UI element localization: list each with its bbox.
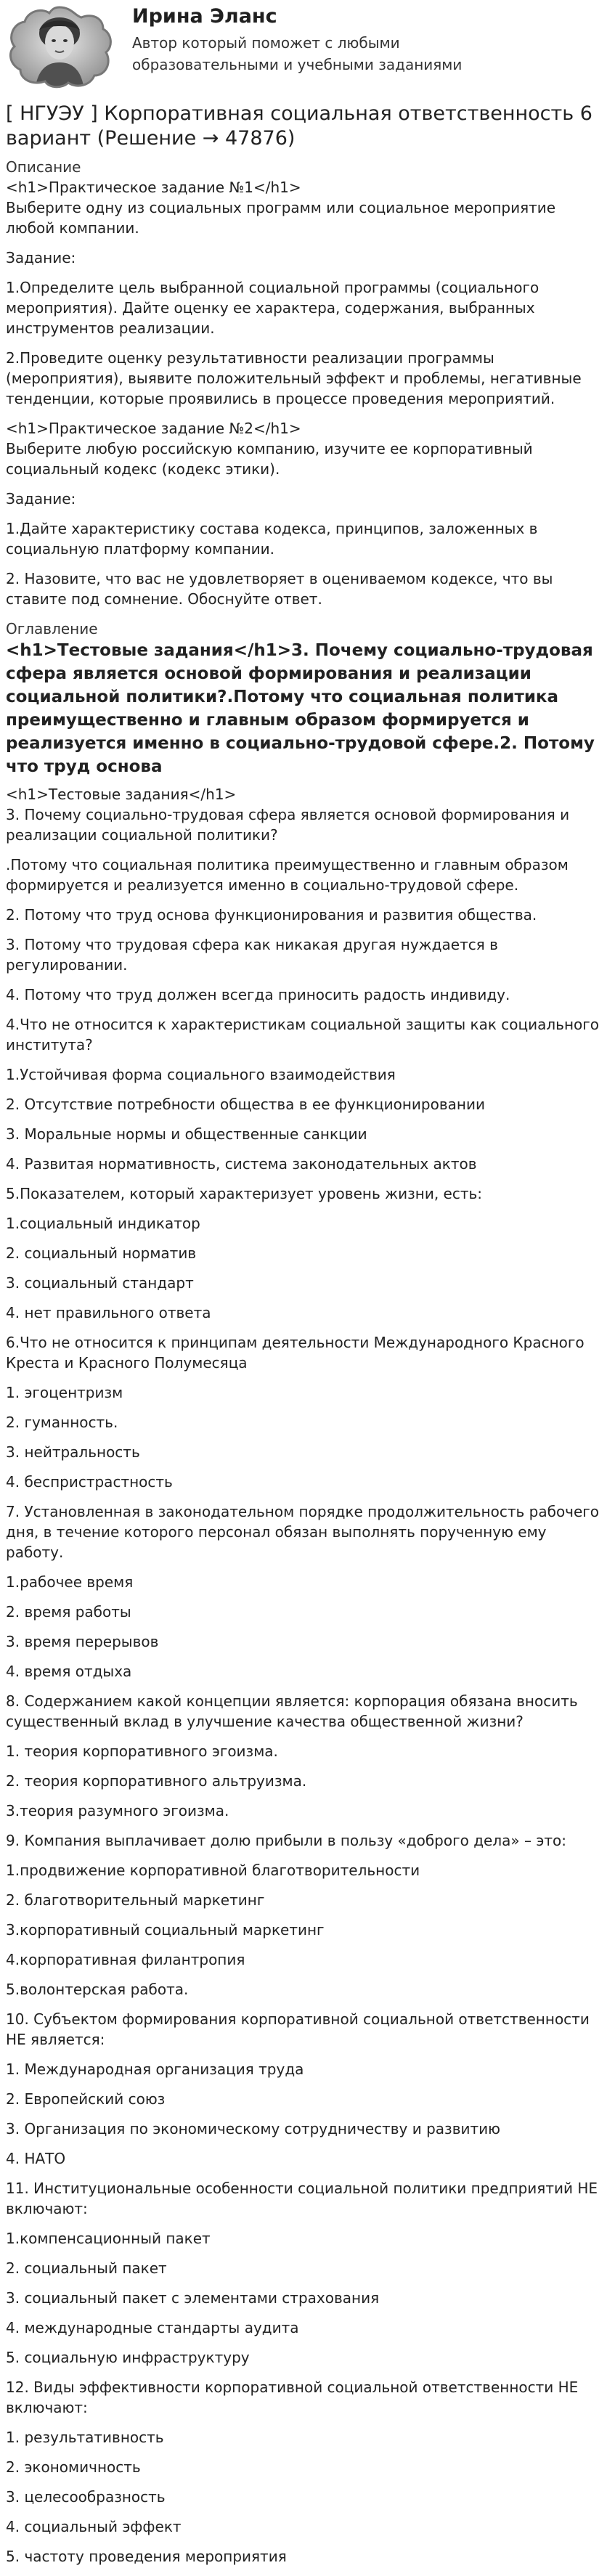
answer-option: 2. социальный пакет	[6, 2259, 167, 2277]
answer-option: 5.волонтерская работа.	[6, 1981, 189, 1998]
answer-option: .Потому что социальная политика преимущественно и главным образом формируется и реализуется именно в социально-трудовой сфере.	[6, 856, 569, 894]
answer-option: 4. социальный эффект	[6, 2518, 182, 2535]
toc-bold-summary: <h1>Тестовые задания</h1>3. Почему социально-трудовая сфера является основой формирования и реализации социальной политики?.Потому что социальная политика преимущественно и главным образом формируется и реализуется именно в социально-трудовой сфере.2. Потому что труд основа	[6, 641, 595, 776]
answer-option: 5. частоту проведения мероприятия	[6, 2548, 287, 2565]
task1-intro: Выберите одну из социальных программ или социальное мероприятие любой компании.	[6, 199, 556, 237]
answer-option: 4. нет правильного ответа	[6, 1304, 211, 1321]
page-title: [ НГУЭУ ] Корпоративная социальная ответственность 6 вариант (Решение → 47876)	[6, 102, 592, 150]
answer-option: 4.корпоративная филантропия	[6, 1951, 245, 1968]
answer-option: 4. время отдыха	[6, 1663, 132, 1680]
task2-label: Задание:	[6, 490, 76, 508]
question-text: 10. Субъектом формирования корпоративной социальной ответственности НЕ является:	[6, 2010, 590, 2048]
avatar[interactable]	[6, 4, 113, 90]
answer-option: 3. Организация по экономическому сотрудничеству и развитию	[6, 2120, 500, 2137]
answer-option: 2. время работы	[6, 1603, 131, 1621]
description-label: Описание	[6, 158, 81, 176]
answer-option: 3. время перерывов	[6, 1633, 159, 1650]
answer-option: 1. эгоцентризм	[6, 1384, 123, 1401]
answer-option: 4. Потому что труд должен всегда приносить радость индивиду.	[6, 986, 510, 1003]
toc-label: Оглавление	[6, 620, 98, 637]
answer-option: 1.компенсационный пакет	[6, 2230, 211, 2247]
answer-option: 4. международные стандарты аудита	[6, 2319, 299, 2336]
answer-option: 2. Потому что труд основа функционирования и развития общества.	[6, 906, 537, 924]
avatar-flower-frame-icon	[6, 4, 113, 90]
question-text: 12. Виды эффективности корпоративной социальной ответственности НЕ включают:	[6, 2379, 579, 2416]
answer-option: 4. беспристрастность	[6, 1473, 173, 1491]
task2-item-1: 1.Дайте характеристику состава кодекса, принципов, заложенных в социальную платформу компании.	[6, 520, 538, 558]
question-text: 6.Что не относится к принципам деятельности Международного Красного Креста и Красного Полумесяца	[6, 1334, 585, 1371]
answer-option: 1.рабочее время	[6, 1573, 134, 1591]
task2-item-2: 2. Назовите, что вас не удовлетворяет в оцениваемом кодексе, что вы ставите под сомнение. Обоснуйте ответ.	[6, 570, 553, 608]
task1-label: Задание:	[6, 249, 76, 266]
answer-option: 3. целесообразность	[6, 2488, 166, 2506]
task1-item-2: 2.Проведите оценку результативности реализации программы (мероприятия), выявите положительный эффект и проблемы, негативные тенденции, которые проявились в процессе проведения мероприятий.	[6, 349, 582, 407]
answer-option: 2. социальный норматив	[6, 1244, 197, 1262]
main-content	[6, 102, 607, 2576]
answer-option: 2. благотворительный маркетинг	[6, 1891, 265, 1909]
answer-option: 2. гуманность.	[6, 1414, 118, 1431]
question-text: 11. Институциональные особенности социальной политики предприятий НЕ включают:	[6, 2180, 598, 2217]
questions-list	[6, 804, 607, 2567]
answer-option: 3. социальный пакет с элементами страхования	[6, 2289, 380, 2307]
author-header	[0, 0, 615, 96]
task2-intro: Выберите любую российскую компанию, изучите ее корпоративный социальный кодекс (кодекс этики).	[6, 440, 533, 478]
question-text: 3. Почему социально-трудовая сфера является основой формирования и реализации социальной политики?	[6, 806, 570, 844]
answer-option: 4. Развитая нормативность, система законодательных актов	[6, 1155, 477, 1173]
answer-option: 3. социальный стандарт	[6, 1274, 194, 1292]
answer-option: 4. НАТО	[6, 2150, 66, 2167]
tests-heading: <h1>Тестовые задания</h1>	[6, 786, 237, 803]
answer-option: 2. Отсутствие потребности общества в ее функционировании	[6, 1096, 485, 1113]
answer-option: 2. теория корпоративного альтруизма.	[6, 1772, 307, 1790]
answer-option: 1. результативность	[6, 2429, 164, 2446]
answer-option: 3.теория разумного эгоизма.	[6, 1802, 229, 1819]
answer-option: 2. экономичность	[6, 2458, 141, 2476]
answer-option: 1.социальный индикатор	[6, 1215, 200, 1232]
answer-option: 2. Европейский союз	[6, 2090, 166, 2108]
answer-option: 1. Международная организация труда	[6, 2061, 304, 2078]
question-text: 5.Показателем, который характеризует уровень жизни, есть:	[6, 1185, 483, 1202]
answer-option: 1. теория корпоративного эгоизма.	[6, 1743, 278, 1760]
task1-item-1: 1.Определите цель выбранной социальной программы (социального мероприятия). Дайте оценку ее характера, содержания, выбранных инструментов реализации.	[6, 279, 539, 337]
answer-option: 1.Устойчивая форма социального взаимодействия	[6, 1066, 396, 1083]
task2-heading: <h1>Практическое задание №2</h1>	[6, 420, 301, 437]
task1-heading: <h1>Практическое задание №1</h1>	[6, 179, 301, 196]
answer-option: 3. Потому что трудовая сфера как никакая другая нуждается в регулировании.	[6, 936, 498, 974]
answer-option: 3.корпоративный социальный маркетинг	[6, 1921, 325, 1939]
question-text: 4.Что не относится к характеристикам социальной защиты как социального института?	[6, 1016, 600, 1053]
question-text: 9. Компания выплачивает долю прибыли в пользу «доброго дела» – это:	[6, 1832, 566, 1849]
answer-option: 1.продвижение корпоративной благотворительности	[6, 1862, 420, 1879]
question-text: 8. Содержанием какой концепции является: корпорация обязана вносить существенный вклад в улучшение качества общественной жизни?	[6, 1692, 578, 1730]
author-description: Автор который поможет с любыми образовательными и учебными заданиями	[132, 34, 463, 73]
author-name[interactable]: Ирина Эланс	[132, 5, 277, 28]
question-text: 7. Установленная в законодательном порядке продолжительность рабочего дня, в течение которого персонал обязан выполнять порученную ему работу.	[6, 1503, 600, 1561]
answer-option: 3. Моральные нормы и общественные санкции	[6, 1125, 367, 1143]
answer-option: 5. социальную инфраструктуру	[6, 2349, 250, 2366]
answer-option: 3. нейтральность	[6, 1443, 140, 1461]
